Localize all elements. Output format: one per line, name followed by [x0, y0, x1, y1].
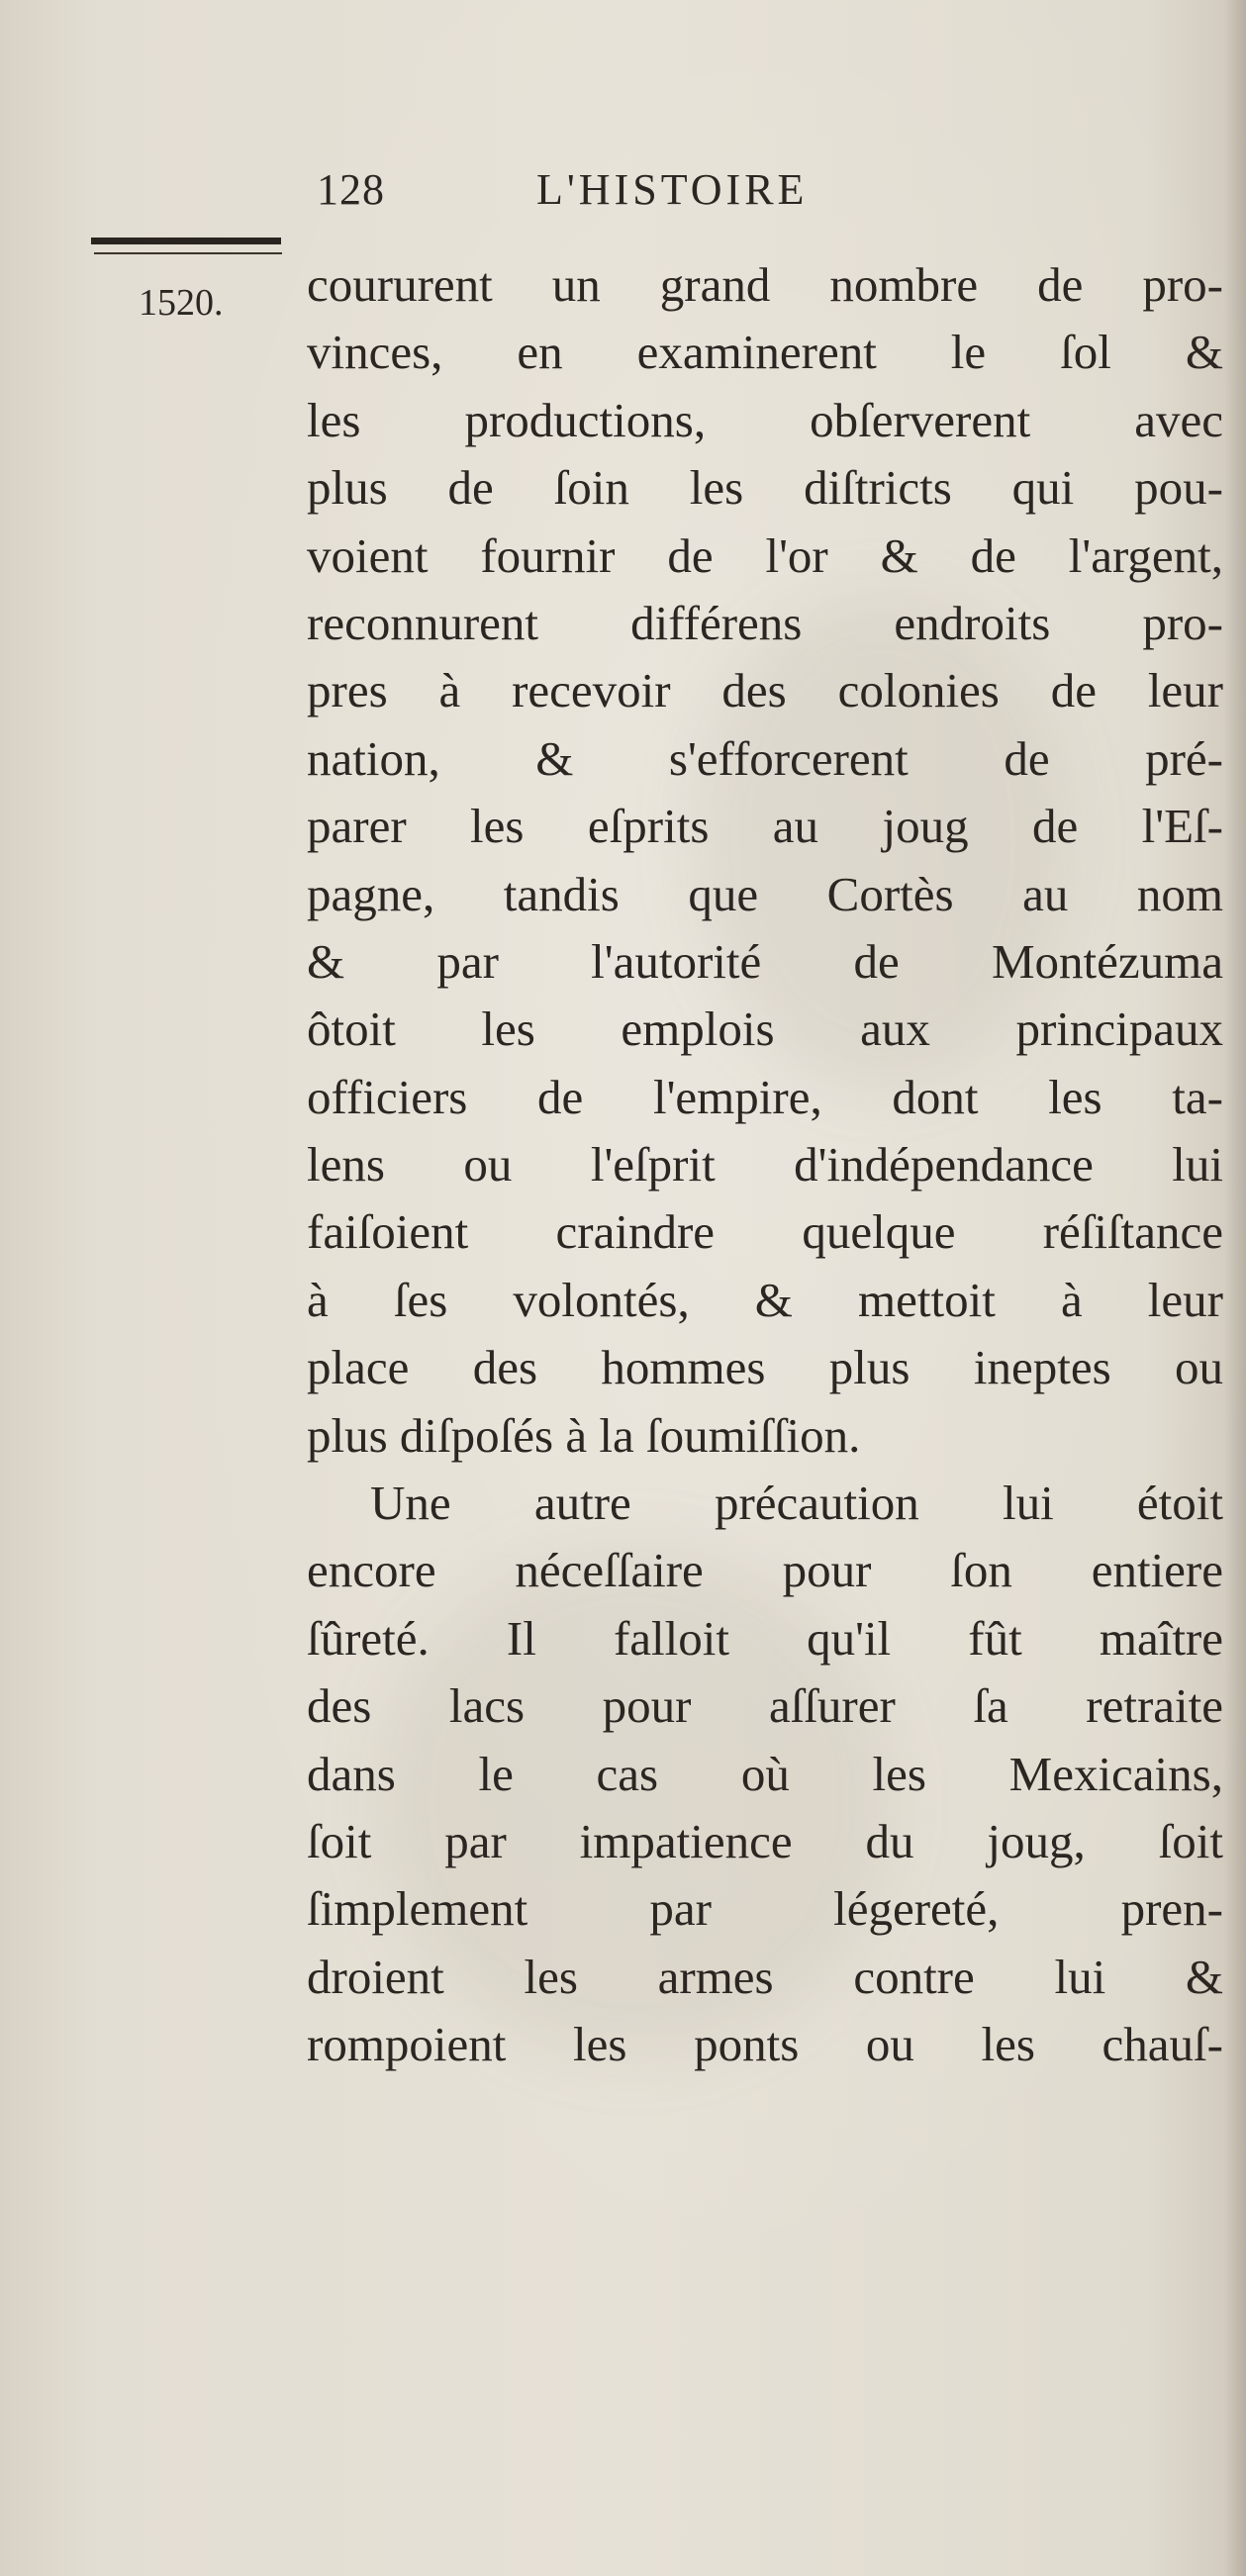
text-line: parer les eſprits au joug de l'Eſ-	[307, 799, 1223, 854]
page-number: 128	[317, 165, 385, 214]
text-line: encore néceſſaire pour ſon entiere	[307, 1543, 1223, 1598]
text-line: pres à recevoir des colonies de leur	[307, 663, 1223, 718]
text-line: dans le cas où les Mexicains,	[307, 1746, 1223, 1801]
body-text	[307, 251, 1223, 2079]
text-line: à ſes volontés, & mettoit à leur	[307, 1272, 1223, 1327]
text-line: plus de ſoin les diſtricts qui pou-	[307, 460, 1223, 516]
text-line: faiſoient craindre quelque réſiſtance	[307, 1204, 1223, 1260]
text-line: ſoit par impatience du joug, ſoit	[307, 1813, 1223, 1868]
margin-year: 1520.	[139, 282, 224, 324]
text-line: rompoient les ponts ou les chauſ-	[307, 2017, 1223, 2072]
text-line: ſûreté. Il falloit qu'il fût maître	[307, 1610, 1223, 1666]
text-line: nation, & s'efforcerent de pré-	[307, 730, 1223, 786]
text-line: coururent un grand nombre de pro-	[307, 257, 1223, 312]
running-head	[317, 164, 1029, 224]
text-line: plus diſpoſés à la ſoumiſſion.	[307, 1407, 861, 1463]
text-line: voient fournir de l'or & de l'argent,	[307, 527, 1223, 583]
text-line: & par l'autorité de Montézuma	[307, 933, 1223, 989]
text-line: place des hommes plus ineptes ou	[307, 1340, 1223, 1395]
text-line: des lacs pour aſſurer ſa retraite	[307, 1678, 1223, 1734]
text-line: reconnurent différens endroits pro-	[307, 595, 1223, 650]
text-line: Une autre précaution lui étoit	[370, 1476, 1223, 1531]
gutter-shadow	[1224, 0, 1246, 2576]
text-line: vinces, en examinerent le ſol &	[307, 325, 1223, 380]
ornamental-rule-thin	[94, 252, 282, 254]
text-line: droient les armes contre lui &	[307, 1949, 1223, 2004]
paragraph-1	[307, 251, 1223, 1470]
text-line: lens ou l'eſprit d'indépendance lui	[307, 1137, 1223, 1193]
paragraph-2	[307, 1470, 1223, 2079]
text-line: les productions, obſerverent avec	[307, 392, 1223, 447]
text-line: ôtoit les emplois aux principaux	[307, 1002, 1223, 1057]
text-line: ſimplement par légereté, pren-	[307, 1881, 1223, 1937]
running-title: L'HISTOIRE	[536, 165, 809, 214]
text-line: pagne, tandis que Cortès au nom	[307, 866, 1223, 921]
ornamental-rule	[91, 238, 281, 244]
text-line: officiers de l'empire, dont les ta-	[307, 1069, 1223, 1124]
